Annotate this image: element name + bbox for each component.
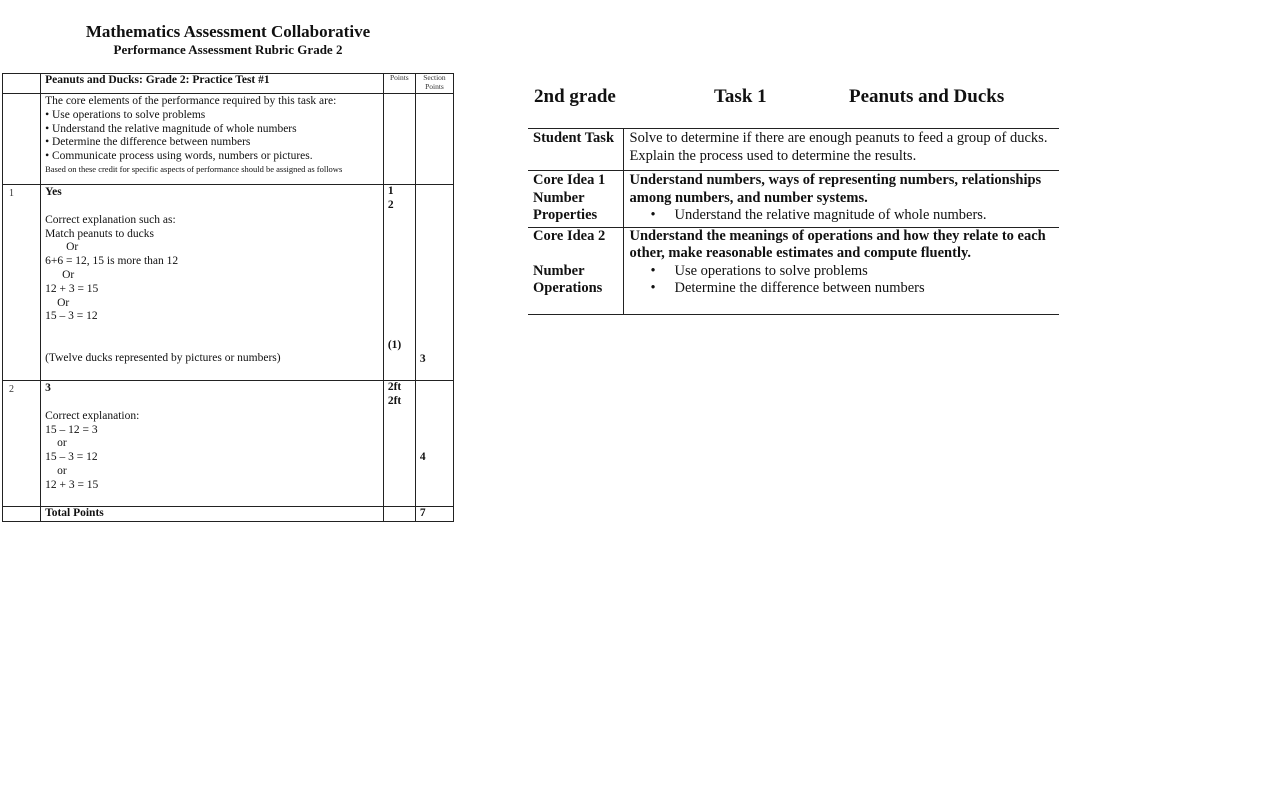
question-2-line: or bbox=[57, 464, 67, 477]
question-1-line: 15 – 3 = 12 bbox=[45, 310, 98, 323]
question-1-line: 6+6 = 12, 15 is more than 12 bbox=[45, 255, 179, 268]
grade-label: 2nd grade bbox=[534, 86, 616, 107]
empty-cell bbox=[383, 94, 415, 185]
core-idea-2-label: Core Idea 2 bbox=[533, 227, 606, 244]
question-1-line: 12 + 3 = 15 bbox=[45, 282, 99, 295]
question-1-note: (Twelve ducks represented by pictures or numbers) bbox=[45, 352, 281, 365]
core-element-item: • Use operations to solve problems bbox=[45, 108, 206, 121]
question-2-section bbox=[415, 381, 453, 507]
rubric-table bbox=[2, 73, 454, 522]
student-task-text: Solve to determine if there are enough peanuts to feed a group of ducks. Explain the process used to determine the results. bbox=[623, 129, 1059, 171]
rubric-task-title: Peanuts and Ducks: Grade 2: Practice Test #1 bbox=[41, 74, 384, 94]
question-1-section-points: 3 bbox=[419, 353, 426, 365]
question-1-answer-points: 1 bbox=[387, 185, 394, 197]
question-1-line: Match peanuts to ducks bbox=[45, 227, 154, 240]
empty-cell bbox=[3, 94, 41, 185]
question-1-section bbox=[415, 185, 453, 381]
task-summary-table bbox=[528, 128, 1059, 315]
question-2-line: or bbox=[57, 437, 67, 450]
core-element-item: • Determine the difference between numbers bbox=[45, 136, 251, 149]
core-idea-2-heading: Understand the meanings of operations and how they relate to each other, make reasonable estimates and compute fluently. bbox=[629, 227, 1046, 261]
core-elements-intro: The core elements of the performance required by this task are: bbox=[45, 95, 337, 107]
question-2-points bbox=[383, 381, 415, 507]
core-idea-1-heading: Understand numbers, ways of representing numbers, relationships among numbers, and number systems. bbox=[629, 172, 1042, 206]
task-name: Peanuts and Ducks bbox=[849, 86, 1005, 107]
question-1-explain-points: 2 bbox=[387, 198, 394, 211]
question-2-explain-points: 2ft bbox=[387, 394, 402, 407]
empty-cell bbox=[3, 74, 41, 94]
question-1-criteria bbox=[41, 185, 384, 381]
question-1-points bbox=[383, 185, 415, 381]
empty-cell bbox=[415, 94, 453, 185]
question-2-number: 2 bbox=[3, 381, 41, 507]
question-2-answer: 3 bbox=[45, 382, 51, 394]
question-1-line: Or bbox=[57, 296, 70, 309]
core-element-item: • Communicate process using words, numbers or pictures. bbox=[45, 150, 313, 163]
question-1-explain-label: Correct explanation such as: bbox=[45, 213, 176, 226]
question-2-criteria bbox=[41, 381, 384, 507]
student-task-label: Student Task bbox=[528, 129, 623, 171]
credit-note: Based on these credit for specific aspects of performance should be assigned as follows bbox=[45, 163, 343, 174]
core-idea-1-label: Core Idea 1 Number Properties bbox=[528, 171, 623, 228]
question-1-number: 1 bbox=[3, 185, 41, 381]
core-idea-1-bullet: • Understand the relative magnitude of whole numbers. bbox=[630, 207, 1054, 225]
student-task-row bbox=[528, 129, 1059, 171]
document-title: Mathematics Assessment Collaborative bbox=[85, 22, 371, 41]
core-elements-row bbox=[3, 94, 454, 185]
total-points-value: 7 bbox=[415, 507, 453, 522]
question-2-line: 12 + 3 = 15 bbox=[45, 478, 99, 491]
empty-cell bbox=[383, 507, 415, 522]
core-idea-2-bullet: • Use operations to solve problems bbox=[630, 263, 1054, 281]
task-number: Task 1 bbox=[714, 86, 767, 107]
points-column-header: Points bbox=[383, 74, 415, 94]
core-element-item: • Understand the relative magnitude of whole numbers bbox=[45, 122, 297, 135]
rubric-header-row bbox=[3, 74, 454, 94]
core-idea-2-bullet: • Determine the difference between numbers bbox=[630, 280, 1054, 298]
total-points-label: Total Points bbox=[41, 507, 384, 522]
core-idea-2-label-cell bbox=[528, 227, 623, 314]
core-idea-2-sublabel: Number Operations bbox=[533, 262, 603, 296]
question-2-section-points: 4 bbox=[419, 451, 426, 463]
task-heading bbox=[534, 86, 1054, 110]
question-2-line: 15 – 12 = 3 bbox=[45, 423, 98, 436]
question-1-answer: Yes bbox=[45, 186, 62, 198]
core-idea-1-row bbox=[528, 171, 1059, 228]
question-1-row bbox=[3, 185, 454, 381]
question-2-line: 15 – 3 = 12 bbox=[45, 451, 98, 464]
question-1-note-points: (1) bbox=[387, 338, 402, 351]
question-1-line: Or bbox=[66, 241, 79, 254]
question-2-explain-label: Correct explanation: bbox=[45, 409, 140, 422]
core-elements-cell bbox=[41, 94, 384, 185]
question-2-row bbox=[3, 381, 454, 507]
core-idea-2-content bbox=[623, 227, 1059, 314]
question-2-answer-points: 2ft bbox=[387, 381, 402, 393]
empty-cell bbox=[3, 507, 41, 522]
total-row bbox=[3, 507, 454, 522]
core-idea-1-content bbox=[623, 171, 1059, 228]
section-points-column-header: Section Points bbox=[415, 74, 453, 94]
rubric-heading bbox=[0, 22, 456, 58]
document-subtitle: Performance Assessment Rubric Grade 2 bbox=[113, 42, 343, 57]
core-idea-2-row bbox=[528, 227, 1059, 314]
question-1-line: Or bbox=[62, 268, 75, 281]
